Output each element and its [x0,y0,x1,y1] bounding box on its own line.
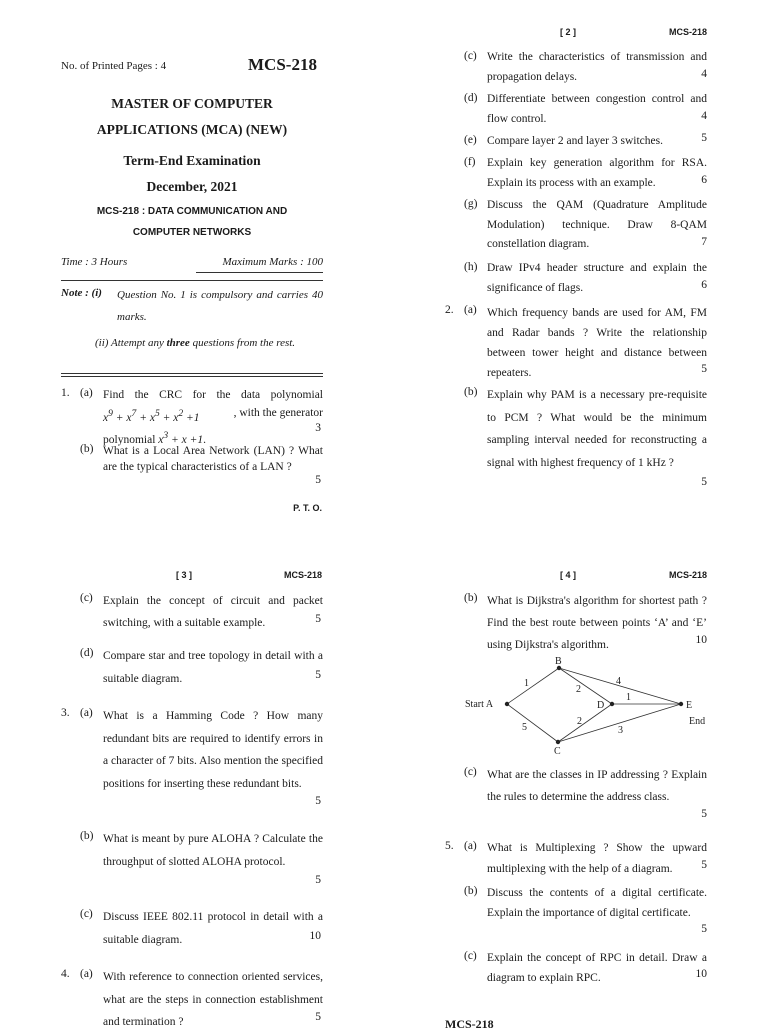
course-title-2: COMPUTER NETWORKS [132,227,252,238]
marks: 7 [701,236,707,248]
marks: 10 [695,968,707,980]
divider [61,280,323,281]
exam-date: December, 2021 [146,179,238,194]
question-part-label: (d) [464,92,478,104]
node-label-d: D [597,700,605,711]
question-3b: What is meant by pure ALOHA ? Calculate the throughput of slotted ALOHA protocol. [103,833,323,868]
question-2c: Explain the concept of circuit and packet switching, with a suitable example. [103,595,323,629]
marks: 5 [315,474,321,486]
question-number: 4. [61,968,70,980]
question-part-label: (c) [464,766,477,778]
title-line-2: APPLICATIONS (MCA) (NEW) [96,122,288,137]
title-line-1: MASTER OF COMPUTER [111,96,273,111]
marks: 5 [315,874,321,886]
question-part-label: (b) [80,830,94,842]
question-part-label: (a) [80,707,93,719]
course-code: MCS-218 [248,55,317,74]
marks: 5 [315,613,321,625]
question-number: 1. [61,387,70,399]
node-c [556,740,560,744]
page-number: [ 3 ] [176,570,193,580]
node-label-a: Start A [465,699,494,710]
node-d [610,702,614,706]
node-label-b: B [555,656,562,667]
marks: 6 [701,174,707,186]
question-5c: Explain the concept of RPC in detail. Draw a diagram to explain RPC. [487,952,707,984]
marks: 5 [701,363,707,375]
question-part-label: (a) [464,304,477,316]
dijkstra-graph-diagram [460,654,720,758]
weight-d-e: 1 [626,692,631,703]
question-part-label: (b) [464,386,478,398]
divider [196,272,323,273]
marks: 5 [701,132,707,144]
question-2-item-text: Write the characteristics of transmission and propagation delays. [487,51,707,83]
weight-b-d: 2 [576,684,581,695]
question-part-label: (c) [80,908,93,920]
question-part-label: (b) [464,885,478,897]
exam-title: Term-End Examination [123,153,261,168]
header-code: MCS-218 [668,27,707,37]
question-2b: Explain why PAM is a necessary pre-requisite to PCM ? What would be the minimum sampling interval needed for reconstructing a signal with highest frequency of 1 kHz ? [487,389,707,469]
question-part-label: (c) [464,50,477,62]
divider [61,376,323,377]
marks: 4 [701,110,707,122]
question-2-item-text: Draw IPv4 header structure and explain the significance of flags. [487,262,707,294]
weight-a-b: 1 [524,678,529,689]
weight-c-d: 2 [577,716,582,727]
weight-a-c: 5 [522,722,527,733]
question-1b: What is a Local Area Network (LAN) ? What are the typical characteristics of a LAN ? [103,445,323,473]
question-part-label: (d) [80,647,94,659]
marks: 10 [309,930,321,942]
question-part-label: (g) [464,198,478,210]
printed-pages-label: No. of Printed Pages : 4 [61,60,167,72]
marks: 5 [315,795,321,807]
question-part-label: (a) [80,968,93,980]
node-label-c: C [554,746,561,757]
edge-a-b [507,668,559,704]
next-page-footer: MCS-218 [445,1017,494,1031]
question-part-label: (a) [80,387,93,399]
marks: 5 [315,1011,321,1023]
marks: 6 [701,279,707,291]
marks: 5 [315,669,321,681]
max-marks-label: Maximum Marks : 100 [222,256,323,268]
question-4c: What are the classes in IP addressing ? Explain the rules to determine the address class. [487,769,707,803]
page-number: [ 4 ] [560,570,577,580]
question-5b: Discuss the contents of a digital certificate. Explain the importance of digital certificate. [487,887,707,919]
marks: 5 [701,808,707,820]
edge-a-c [507,704,558,742]
note-label: Note : (i) [61,287,102,299]
node-label-e: E [686,700,693,711]
weight-c-e: 3 [618,725,623,736]
question-2d: Compare star and tree topology in detail with a suitable diagram. [103,650,323,685]
question-3a: What is a Hamming Code ? How many redundant bits are required to identify errors in a character of 7 bits. Also mention the specified positions for inserting these redundant bits. [103,710,323,790]
marks: 5 [701,923,707,935]
end-label: End [689,716,706,727]
question-part-label: (c) [464,950,477,962]
pto-label: P. T. O. [293,503,322,513]
question-3c: Discuss IEEE 802.11 protocol in detail with a suitable diagram. [103,911,323,946]
question-part-label: (a) [464,840,477,852]
header-code: MCS-218 [668,570,707,580]
course-title-1: MCS-218 : DATA COMMUNICATION AND [96,206,288,217]
note-ii: (ii) Attempt any three questions from the rest. [95,337,296,349]
question-4a: With reference to connection oriented services, what are the steps in connection establishment and termination ? [103,971,323,1028]
question-5a: What is Multiplexing ? Show the upward multiplexing with the help of a diagram. [487,842,707,875]
question-2-item-text: Differentiate between congestion control and flow control. [487,93,707,125]
question-number: 3. [61,707,70,719]
node-e [679,702,683,706]
node-a [505,702,509,706]
data-polynomial: $x^9 + x^7 + x^5 + x^2 +1$ [103,407,200,424]
marks: 5 [701,476,707,488]
weight-b-e: 4 [616,676,621,687]
question-2-item-text: Discuss the QAM (Quadrature Amplitude Modulation) technique. Draw 8-QAM constellation diagram. [487,199,707,250]
time-label: Time : 3 Hours [61,256,128,268]
marks: 5 [701,859,707,871]
question-part-label: (b) [80,443,94,455]
question-4b: What is Dijkstra's algorithm for shortest path ? Find the best route between points ‘A’ and ‘E’ using Dijkstra's algorithm. [487,595,707,651]
question-part-label: (f) [464,156,476,168]
header-code: MCS-218 [283,570,322,580]
question-2a: Which frequency bands are used for AM, FM and Radar bands ? Write the relationship between tower height and distance between repeaters. [487,307,707,379]
question-part-label: (c) [80,592,93,604]
marks: 10 [695,634,707,646]
page-number: [ 2 ] [560,27,577,37]
edge-b-d [559,668,612,704]
question-part-label: (e) [464,134,477,146]
marks: 4 [701,68,707,80]
note-i: Question No. 1 is compulsory and carries 40 marks. [117,289,323,323]
marks: 3 [315,422,321,434]
divider [61,373,323,374]
question-part-label: (h) [464,261,478,273]
generator-polynomial: $x^3 + x +1$ [158,429,204,446]
question-2-item-text: Compare layer 2 and layer 3 switches. [487,135,663,147]
question-number: 5. [445,840,454,852]
question-1a: Find the CRC for the data polynomial $x^9 + x^7 + x^5 + x^2 +1$ , with the generator polynomial $x^3 + x +1$. [103,389,323,446]
question-2-item-text: Explain key generation algorithm for RSA. Explain its process with an example. [487,157,707,189]
question-part-label: (b) [464,592,478,604]
question-number: 2. [445,304,454,316]
